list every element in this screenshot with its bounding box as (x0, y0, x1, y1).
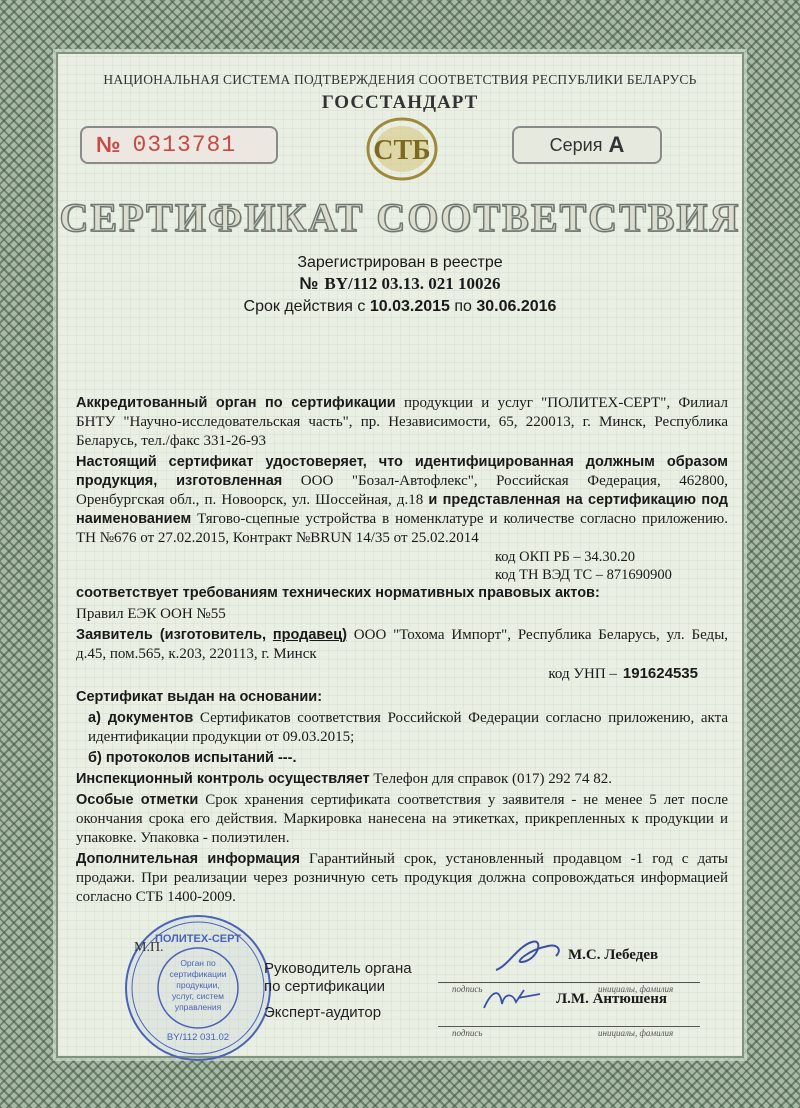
accredited-label: Аккредитованный орган по сертификации (76, 395, 396, 411)
stamp-inner-3: продукции, (176, 980, 220, 990)
stamp-center-text: ПОЛИТЕХ-СЕРТ (154, 933, 242, 945)
complies-text: Правил ЕЭК ООН №55 (76, 606, 226, 622)
accredited-text: продукции и услуг "ПОЛИТЕХ-СЕРТ", Филиал БНТУ "Научно-исследовательская часть", пр. Независимости, 65, 220013, г. Минск, Республика Беларусь, тел./факс 331-26-93 (76, 395, 728, 449)
registry-number-line (58, 274, 742, 294)
code-tnved: код ТН ВЭД ТС – 871690900 (495, 567, 672, 583)
mp-label: М.П. (134, 940, 164, 955)
stamp-inner-1: Орган по (180, 958, 216, 968)
product-text: Тягово-сцепные устройства в номенклатуре и количестве согласно приложению. ТН №676 от 27.02.2015, Контракт №BRUN 14/35 от 25.02.2014 (76, 511, 728, 546)
series-label: Серия (549, 134, 603, 155)
head-label-line-1: Руководитель органа (264, 960, 412, 977)
basis-label: Сертификат выдан на основании: (76, 689, 323, 705)
unp-value: 191624535 (622, 665, 698, 682)
extra-label: Дополнительная информация (76, 851, 300, 867)
certifies-label: Настоящий сертификат удостоверяет, что идентифицированная должным образом продукция, изготовленная (76, 454, 728, 489)
complies-label: соответствует требованиям технических нормативных правовых актов: (76, 585, 600, 601)
head-name-caption: инициалы, фамилия (598, 984, 674, 994)
inspection-text: Телефон для справок (017) 292 74 82. (373, 771, 613, 787)
head-signature-caption: подпись (452, 984, 483, 994)
expert-name-line (556, 1026, 700, 1027)
basis-heading (76, 688, 728, 707)
applicant-paragraph (76, 626, 728, 664)
expert-name-caption: инициалы, фамилия (598, 1028, 674, 1038)
special-label: Особые отметки (76, 792, 199, 808)
applicant-label: Заявитель (изготовитель, (76, 627, 267, 643)
stamp-inner-4: услуг, систем (171, 991, 225, 1001)
inspection-label: Инспекционный контроль осуществляет (76, 771, 370, 787)
stamp-inner-5: управления (174, 1002, 222, 1012)
complies-paragraph (76, 584, 728, 603)
certificate-title: СЕРТИФИКАТ СООТВЕТСТВИЯ (59, 195, 741, 240)
registry-number-sign: № (299, 274, 319, 293)
manufacturer-paragraph (76, 453, 728, 548)
inspection-paragraph (76, 770, 728, 789)
head-signature (488, 936, 568, 976)
authority-header: ГОССТАНДАРТ (321, 92, 479, 113)
presented-label: и представленная на сертификацию под наименованием (76, 492, 728, 527)
expert-name: Л.М. Антюшеня (556, 991, 667, 1007)
special-marks-paragraph (76, 791, 728, 848)
expert-signature-caption: подпись (452, 1028, 483, 1038)
validity-prefix: Срок действия с (243, 298, 366, 315)
logo-text: СТБ (373, 135, 431, 166)
head-name-line (556, 982, 700, 983)
valid-from: 10.03.2015 (369, 298, 450, 315)
accredited-body-paragraph (76, 394, 728, 451)
basis-docs-text: Сертификатов соответствия Российской Федерации согласно приложению, акта идентификации продукции от 09.03.2015; (88, 710, 728, 745)
national-system-header: НАЦИОНАЛЬНАЯ СИСТЕМА ПОДТВЕРЖДЕНИЯ СООТВЕТСТВИЯ РЕСПУБЛИКИ БЕЛАРУСЬ (103, 72, 697, 87)
validity-line (58, 298, 742, 316)
applicant-seller-label: продавец) (272, 627, 347, 643)
valid-to: 30.06.2016 (476, 298, 557, 315)
certificate-number: 0313781 (132, 132, 237, 158)
manufacturer-text: ООО "Бозал-Автофлекс", Российская Федерация, 462800, Оренбургская обл., п. Новоорск, ул. Шоссейная, д.18 (76, 473, 728, 508)
unp-label: код УНП – (548, 666, 617, 682)
head-label (264, 960, 412, 996)
basis-docs-paragraph (76, 709, 728, 747)
series-value: А (608, 132, 625, 157)
stamp-reg: BY/112 031.02 (166, 1032, 230, 1043)
certificate-number-box (80, 126, 278, 164)
validity-mid: по (454, 298, 472, 315)
registry-number: BY/112 03.13. 021 10026 (324, 274, 501, 293)
registry-label: Зарегистрирован в реестре (297, 254, 503, 271)
unp-line (76, 664, 728, 684)
certification-stamp (122, 912, 274, 1064)
expert-label: Эксперт-аудитор (264, 1004, 382, 1021)
basis-docs-label: а) документов (88, 710, 194, 726)
stamp-inner-2: сертификации (169, 969, 227, 979)
applicant-text: ООО "Тохома Импорт", Республика Беларусь, ул. Беды, д.45, пом.565, к.203, 220113, г. Минск (76, 627, 729, 662)
basis-tests: б) протоколов испытаний ---. (88, 750, 297, 766)
codes-block (495, 548, 728, 584)
extra-text: Гарантийный срок, установленный продавцом -1 год с даты продажи. При реализации через розничную сеть продукция должна сопровождаться информацией согласно СТБ 1400-2009. (76, 851, 729, 905)
extra-info-paragraph (76, 850, 728, 907)
expert-signature (478, 984, 548, 1014)
special-text: Срок хранения сертификата соответствия у заявителя - не менее 5 лет после окончания срока его действия. Маркировка нанесена на этикетках, прикрепленных к продукции и упаковке. Упаковка - полиэтилен. (76, 792, 729, 846)
head-name: М.С. Лебедев (568, 947, 659, 963)
code-okp: код ОКП РБ – 34.30.20 (495, 549, 636, 565)
certificate-text (76, 394, 728, 907)
basis-tests-paragraph (76, 749, 728, 768)
number-sign: № (96, 132, 121, 157)
certificate-body (58, 54, 742, 1056)
series-box (512, 126, 662, 164)
head-label-line-2: по сертификации (264, 978, 386, 995)
stb-logo-icon (362, 114, 442, 184)
